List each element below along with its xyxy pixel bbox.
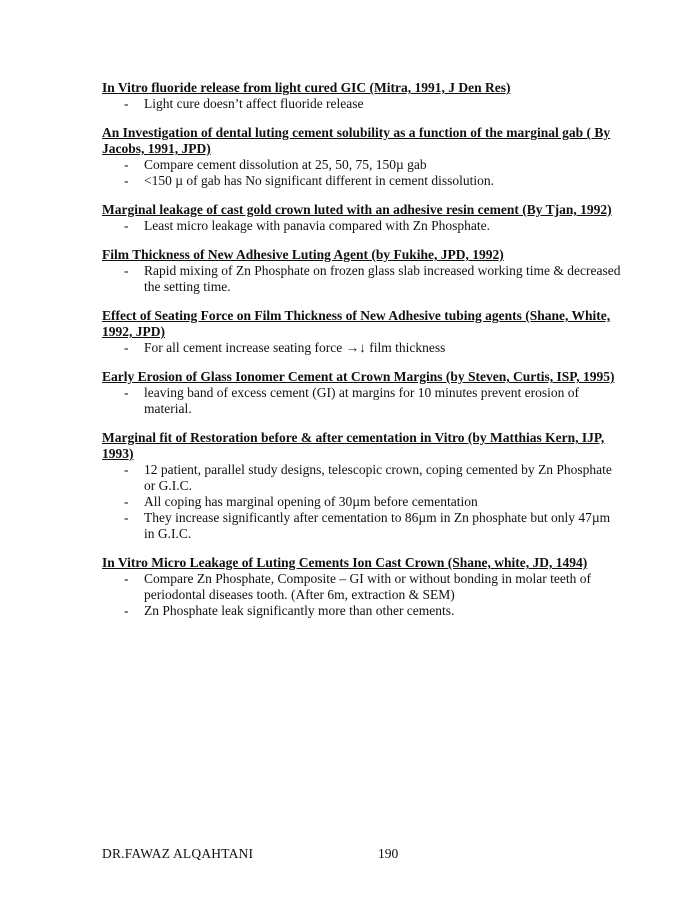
section xyxy=(102,247,624,295)
bullet-list xyxy=(102,462,624,542)
bullet-item xyxy=(124,340,624,356)
bullet-list xyxy=(102,571,624,619)
section xyxy=(102,125,624,189)
section-heading: Effect of Seating Force on Film Thickness of New Adhesive tubing agents (Shane, White, 1992, JPD) xyxy=(102,308,611,339)
bullet-text: Compare Zn Phosphate, Composite – GI with or without bonding in molar teeth of periodontal diseases tooth. (After 6m, extraction & SEM) xyxy=(144,571,591,602)
bullet-item xyxy=(124,263,624,295)
bullet-list xyxy=(102,385,624,417)
bullet-text: Light cure doesn’t affect fluoride release xyxy=(144,96,364,111)
bullet-text: <150 µ of gab has No significant different in cement dissolution. xyxy=(144,173,494,188)
bullet-text: Zn Phosphate leak significantly more than other cements. xyxy=(144,603,455,618)
dash-bullet-icon: - xyxy=(124,571,129,586)
bullet-item xyxy=(124,462,624,494)
bullet-item xyxy=(124,571,624,603)
section-heading: In Vitro Micro Leakage of Luting Cements Ion Cast Crown (Shane, white, JD, 1494) xyxy=(102,555,588,570)
bullet-item xyxy=(124,510,624,542)
section xyxy=(102,430,624,542)
bullet-list xyxy=(102,96,624,112)
bullet-text: leaving band of excess cement (GI) at margins for 10 minutes prevent erosion of material. xyxy=(144,385,579,416)
bullet-item xyxy=(124,173,624,189)
bullet-text: All coping has marginal opening of 30µm before cementation xyxy=(144,494,478,509)
document-body xyxy=(102,80,624,632)
dash-bullet-icon: - xyxy=(124,462,129,477)
dash-bullet-icon: - xyxy=(124,603,129,618)
section xyxy=(102,202,624,234)
section-heading: Film Thickness of New Adhesive Luting Agent (by Fukihe, JPD, 1992) xyxy=(102,247,504,262)
bullet-item xyxy=(124,218,624,234)
dash-bullet-icon: - xyxy=(124,510,129,525)
dash-bullet-icon: - xyxy=(124,494,129,509)
bullet-text: Compare cement dissolution at 25, 50, 75, 150µ gab xyxy=(144,157,427,172)
section xyxy=(102,308,624,356)
bullet-item xyxy=(124,385,624,417)
section-heading: Marginal fit of Restoration before & after cementation in Vitro (by Matthias Kern, IJP, 1993) xyxy=(102,430,605,461)
bullet-text: Least micro leakage with panavia compared with Zn Phosphate. xyxy=(144,218,491,233)
bullet-text: They increase significantly after cementation to 86µm in Zn phosphate but only 47µm in G.I.C. xyxy=(144,510,611,541)
bullet-list xyxy=(102,218,624,234)
section xyxy=(102,555,624,619)
section-heading: In Vitro fluoride release from light cured GIC (Mitra, 1991, J Den Res) xyxy=(102,80,511,95)
bullet-list xyxy=(102,157,624,189)
section xyxy=(102,80,624,112)
section-heading: Early Erosion of Glass Ionomer Cement at Crown Margins (by Steven, Curtis, ISP, 1995) xyxy=(102,369,615,384)
dash-bullet-icon: - xyxy=(124,157,129,172)
bullet-list xyxy=(102,263,624,295)
bullet-list xyxy=(102,340,624,356)
bullet-item xyxy=(124,494,624,510)
bullet-item xyxy=(124,157,624,173)
dash-bullet-icon: - xyxy=(124,218,129,233)
dash-bullet-icon: - xyxy=(124,173,129,188)
bullet-item xyxy=(124,96,624,112)
footer-author: DR.FAWAZ ALQAHTANI xyxy=(102,846,254,861)
dash-bullet-icon: - xyxy=(124,96,129,111)
bullet-text: Rapid mixing of Zn Phosphate on frozen glass slab increased working time & decreased the setting time. xyxy=(144,263,621,294)
dash-bullet-icon: - xyxy=(124,263,129,278)
dash-bullet-icon: - xyxy=(124,340,129,355)
bullet-text: 12 patient, parallel study designs, telescopic crown, coping cemented by Zn Phosphate or G.I.C. xyxy=(144,462,612,493)
bullet-text: For all cement increase seating force →↓ film thickness xyxy=(144,340,446,355)
section-heading: An Investigation of dental luting cement solubility as a function of the marginal gab ( By Jacobs, 1991, JPD) xyxy=(102,125,611,156)
section-heading: Marginal leakage of cast gold crown luted with an adhesive resin cement (By Tjan, 1992) xyxy=(102,202,612,217)
section xyxy=(102,369,624,417)
dash-bullet-icon: - xyxy=(124,385,129,400)
page-number: 190 xyxy=(378,846,399,861)
bullet-item xyxy=(124,603,624,619)
